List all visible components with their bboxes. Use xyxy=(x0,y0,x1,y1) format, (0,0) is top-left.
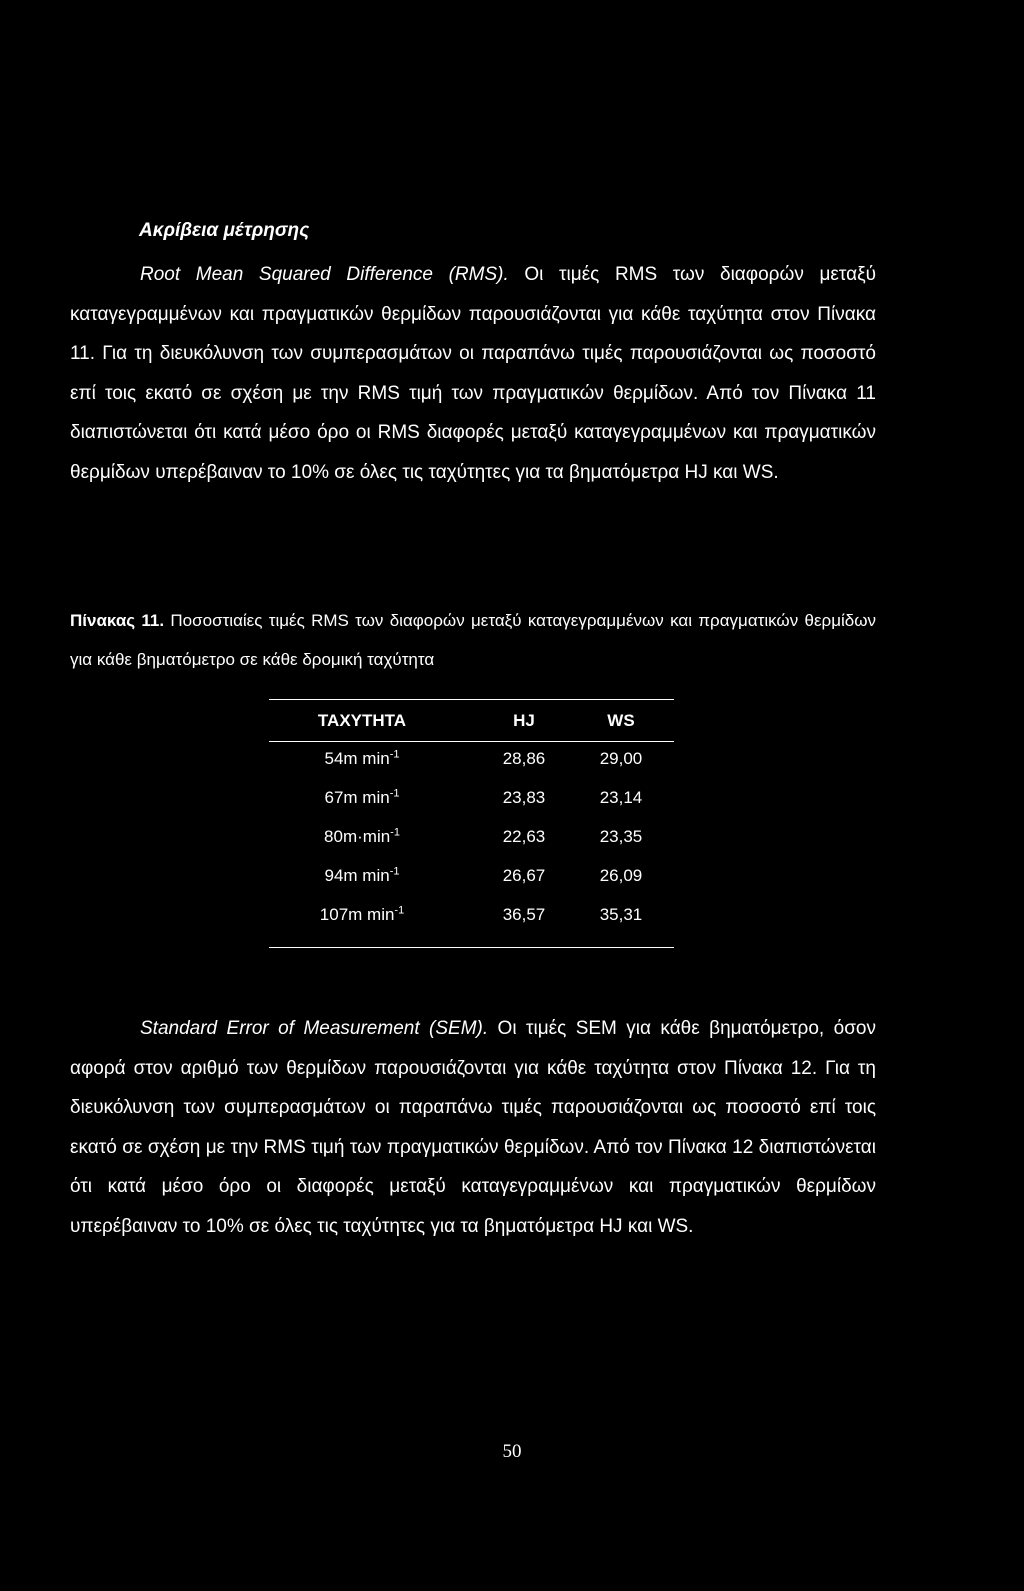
table-row xyxy=(269,749,674,779)
speed-value: 54m min xyxy=(324,749,390,768)
table-caption-label: Πίνακας 11. xyxy=(70,611,165,630)
speed-cell xyxy=(277,788,447,808)
rms-lead-term: Root Mean Squared Difference (RMS). xyxy=(140,264,509,285)
table-top-rule xyxy=(269,699,674,700)
speed-value: 107m min xyxy=(319,905,395,924)
speed-value: 80m·min xyxy=(324,827,391,846)
rms-paragraph-text: Οι τιμές RMS των διαφορών μεταξύ καταγεγραμμένων και πραγματικών θερμίδων παρουσιάζονται για κάθε ταχύτητα στον Πίνακα 11. Για τη διευκόλυνση των συμπερασμάτων οι παραπάνω τιμές παρουσιάζονται ως ποσοστό επί τοις εκατό σε σχέση με την RMS τιμή των πραγματικών θερμίδων. Από τον Πίνακα 11 διαπιστώνεται ότι κατά μέσο όρο οι RMS διαφορές μεταξύ καταγεγραμμένων και πραγματικών θερμίδων υπερέβαιναν το 10% σε όλες τις ταχύτητες για τα βηματόμετρα HJ και WS. xyxy=(70,264,876,483)
speed-value: 67m min xyxy=(324,788,390,807)
rms-paragraph xyxy=(70,255,876,492)
hj-cell: 36,57 xyxy=(502,905,546,924)
table-header-rule xyxy=(269,741,674,742)
hj-cell: 23,83 xyxy=(502,788,546,807)
speed-cell xyxy=(277,827,447,847)
sem-paragraph-text: Οι τιμές SEM για κάθε βηματόμετρο, όσον αφορά στον αριθμό των θερμίδων παρουσιάζονται για κάθε ταχύτητα στον Πίνακα 12. Για τη διευκόλυνση των συμπερασμάτων οι παραπάνω τιμές παρουσιάζονται ως ποσοστό επί τοις εκατό σε σχέση με την RMS τιμή των πραγματικών θερμίδων. Από τον Πίνακα 12 διαπιστώνεται ότι κατά μέσο όρο οι διαφορές μεταξύ καταγεγραμμένων και πραγματικών θερμίδων υπερέβαιναν το 10% σε όλες τις ταχύτητες για τα βηματόμετρα HJ και WS. xyxy=(70,1018,876,1237)
speed-cell xyxy=(277,749,447,769)
ws-cell: 23,14 xyxy=(599,788,643,807)
table-row xyxy=(269,827,674,857)
sem-paragraph xyxy=(70,1009,876,1246)
hj-cell: 28,86 xyxy=(502,749,546,768)
header-speed: ΤΑΧΥΤΗΤΑ xyxy=(317,711,407,730)
speed-value: 94m min xyxy=(324,866,390,885)
table-caption xyxy=(70,601,876,679)
unit-exponent: -1 xyxy=(390,826,400,839)
hj-cell: 26,67 xyxy=(502,866,546,885)
sem-lead-term: Standard Error of Measurement (SEM). xyxy=(140,1018,489,1039)
ws-cell: 26,09 xyxy=(599,866,643,885)
speed-cell xyxy=(277,905,447,925)
unit-exponent: -1 xyxy=(389,787,400,800)
header-hj: HJ xyxy=(513,711,535,730)
page-number: 50 xyxy=(502,1441,522,1462)
ws-cell: 29,00 xyxy=(599,749,643,768)
table-caption-text: Ποσοστιαίες τιμές RMS των διαφορών μεταξύ καταγεγραμμένων και πραγματικών θερμίδων για κάθε βηματόμετρο σε κάθε δρομική ταχύτητα xyxy=(70,611,877,669)
hj-cell: 22,63 xyxy=(502,827,546,846)
table-row xyxy=(269,788,674,818)
table-header-row xyxy=(269,711,674,741)
unit-exponent: -1 xyxy=(389,748,400,761)
section-heading: Ακρίβεια μέτρησης xyxy=(139,220,310,241)
table-row xyxy=(269,866,674,896)
header-ws: WS xyxy=(607,711,635,730)
ws-cell: 35,31 xyxy=(599,905,643,924)
unit-exponent: -1 xyxy=(394,904,405,917)
unit-exponent: -1 xyxy=(389,865,400,878)
speed-cell xyxy=(277,866,447,886)
table-row xyxy=(269,905,674,935)
ws-cell: 23,35 xyxy=(599,827,643,846)
table-bottom-rule xyxy=(269,947,674,948)
